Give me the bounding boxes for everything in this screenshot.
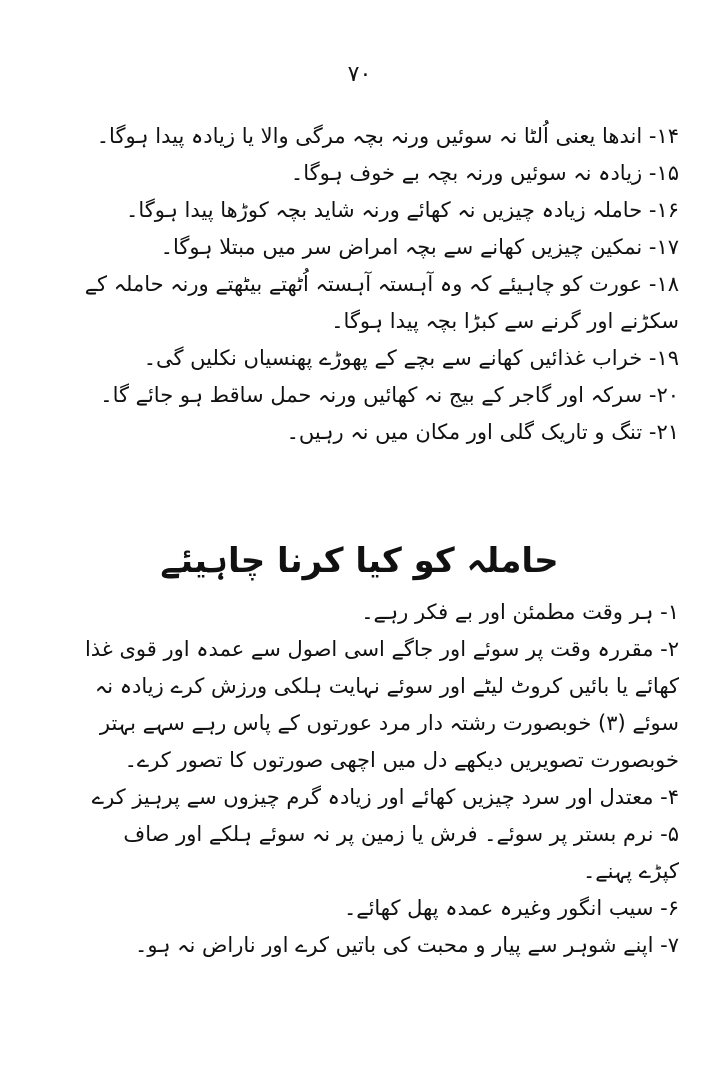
list-item: خوبصورت تصویریں دیکھے دل میں اچھی صورتوں کا تصور کرے۔	[124, 748, 679, 772]
list-bottom	[50, 594, 679, 964]
list-top	[50, 118, 679, 451]
list-item: ۱۸- عورت کو چاہیئے کہ وہ آہستہ آہستہ اُٹھتے بیٹھتے ورنہ حاملہ کے	[84, 272, 679, 296]
page-number: ۷۰	[347, 62, 372, 87]
list-item: ۴- معتدل اور سرد چیزیں کھائے اور زیادہ گرم چیزوں سے پرہیز کرے	[91, 785, 679, 809]
section-heading: حاملہ کو کیا کرنا چاہیئے	[160, 541, 559, 581]
list-item: ۱۹- خراب غذائیں کھانے سے بچے کے پھوڑے پھنسیاں نکلیں گی۔	[143, 346, 679, 370]
list-item: ۱۴- اندھا یعنی اُلٹا نہ سوئیں ورنہ بچہ مرگی والا یا زیادہ پیدا ہوگا۔	[96, 124, 679, 148]
list-item: کھائے یا بائیں کروٹ لیٹے اور سوئے نہایت ہلکی ورزش کرے زیادہ نہ	[94, 674, 679, 698]
list-item: ۷- اپنے شوہر سے پیار و محبت کی باتیں کرے اور ناراض نہ ہو۔	[135, 933, 679, 957]
list-item: ۶- سیب انگور وغیرہ عمدہ پھل کھائے۔	[343, 896, 679, 920]
list-item: سکڑنے اور گرنے سے کبڑا بچہ پیدا ہوگا۔	[331, 309, 679, 333]
list-item: کپڑے پہنے۔	[583, 859, 679, 883]
list-item: ۱۷- نمکین چیزیں کھانے سے بچہ امراض سر میں مبتلا ہوگا۔	[160, 235, 679, 259]
list-item: ۱۵- زیادہ نہ سوئیں ورنہ بچہ بے خوف ہوگا۔	[290, 161, 679, 185]
list-item: ۱- ہر وقت مطمئن اور بے فکر رہے۔	[361, 600, 679, 624]
list-item: سوئے (۳) خوبصورت رشتہ دار مرد عورتوں کے پاس رہے سہے بہتر	[99, 711, 679, 735]
list-item: ۲۰- سرکہ اور گاجر کے بیج نہ کھائیں ورنہ حمل ساقط ہو جائے گا۔	[100, 383, 679, 407]
list-item: ۵- نرم بستر پر سوئے۔ فرش یا زمین پر نہ سوئے ہلکے اور صاف	[123, 822, 679, 846]
list-item: ۲- مقررہ وقت پر سوئے اور جاگے اسی اصول سے عمدہ اور قوی غذا	[84, 637, 679, 661]
list-item: ۲۱- تنگ و تاریک گلی اور مکان میں نہ رہیں۔	[286, 420, 679, 444]
list-item: ۱۶- حاملہ زیادہ چیزیں نہ کھائے ورنہ شاید بچہ کوڑھا پیدا ہوگا۔	[126, 198, 679, 222]
